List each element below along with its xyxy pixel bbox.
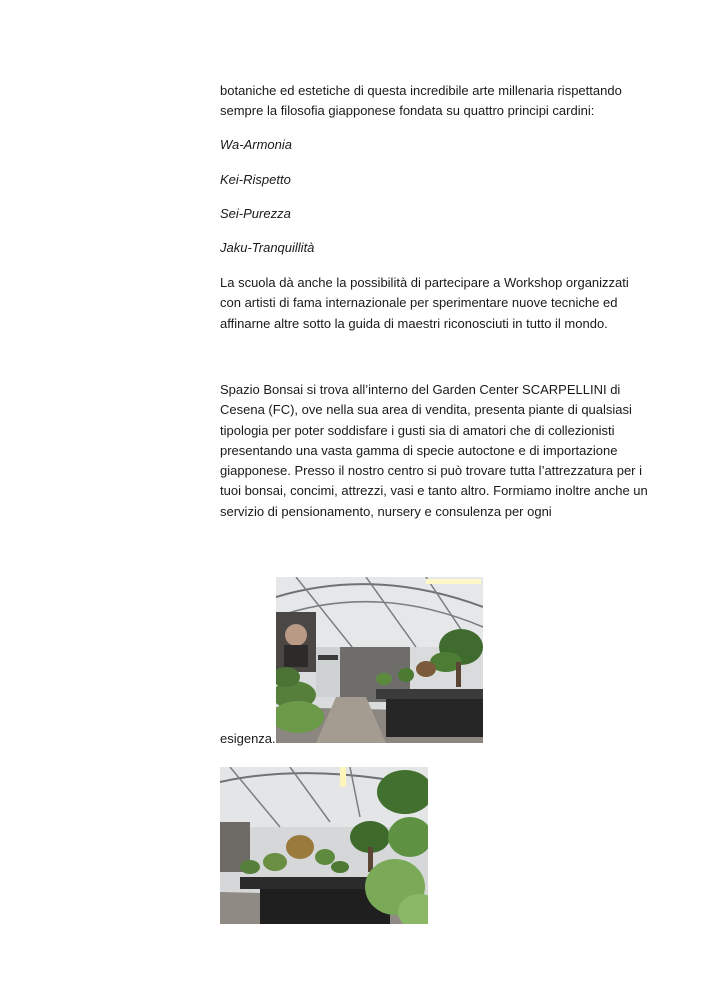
spazio-bonsai-paragraph: Spazio Bonsai si trova all’interno del Garden Center SCARPELLINI di Cesena (FC), ove nella sua area di vendita, presenta piante di qualsiasi tipologia per poter soddisfare i gusti sia di amatori che di collezionisti presentando una vasta gamma di specie autoctone e di importazione giapponese. Presso il nostro centro si può trovare tutta l’attrezzatura per i tuoi bonsai, concimi, attrezzi, vasi e tanto altro. Formiamo inoltre anche un servizio di pensionamento, nursery e consulenza per ogni (220, 382, 648, 519)
greenhouse-photo-2 (220, 767, 428, 924)
school-paragraph: La scuola dà anche la possibilità di partecipare a Workshop organizzati con artisti di fama internazionale per sperimentare nuove tecniche ed affinarne altre sotto la guida di maestri riconosciuti in tutto il mondo. (220, 275, 629, 331)
principle-sei: Sei-Purezza (220, 206, 291, 221)
intro-paragraph: botaniche ed estetiche di questa incredibile arte millenaria rispettando sempre la filosofia giapponese fondata su quattro principi cardini: (220, 83, 622, 119)
principle-kei: Kei-Rispetto (220, 172, 291, 187)
esigenza-text: esigenza. (220, 731, 276, 746)
greenhouse-photo-1 (276, 577, 483, 743)
principle-wa: Wa-Armonia (220, 137, 293, 152)
principle-jaku: Jaku-Tranquillità (220, 240, 315, 255)
